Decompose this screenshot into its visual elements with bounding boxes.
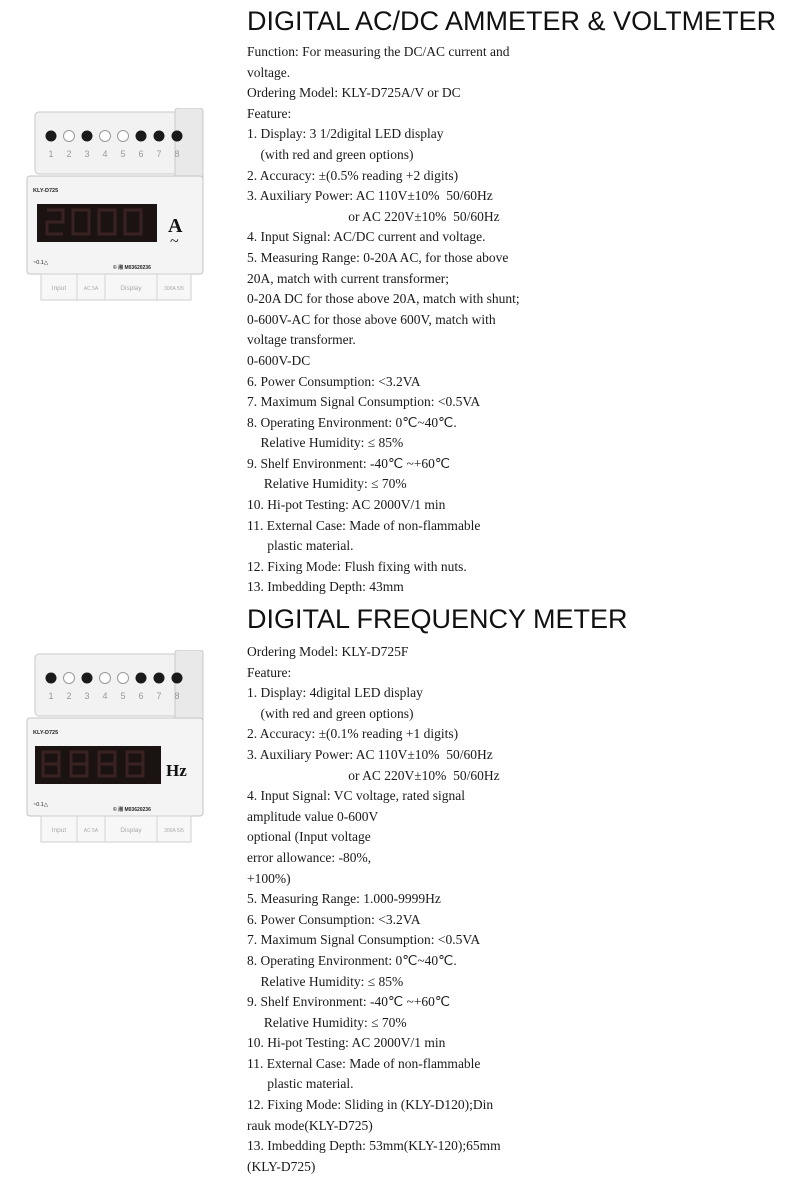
bottom-label: Display [120, 285, 142, 292]
terminal-screw-icon [118, 673, 129, 684]
section-title-frequency: DIGITAL FREQUENCY METER [247, 604, 628, 634]
spec-line: amplitude value 0-600V [247, 808, 379, 824]
terminal-number: 6 [138, 149, 144, 159]
spec-line: 7. Maximum Signal Consumption: <0.5VA [247, 394, 481, 410]
terminal-screw-icon [154, 673, 165, 684]
ac-symbol: ~ [170, 233, 179, 250]
unit-symbol: Hz [166, 761, 187, 780]
spec-line: Ordering Model: KLY-D725F [247, 644, 409, 659]
spec-list-frequency [247, 642, 792, 1177]
terminal-screw-icon [82, 131, 93, 142]
spec-line: Feature: [247, 664, 292, 680]
spec-line: 4. Input Signal: AC/DC current and voltage. [247, 229, 486, 245]
ammeter-device-illustration [25, 108, 210, 303]
terminal-screw-icon [172, 673, 183, 684]
spec-line: voltage. [247, 64, 291, 80]
bottom-label: Display [120, 827, 142, 834]
terminal-number: 8 [174, 691, 180, 701]
spec-line: 5. Measuring Range: 1.000-9999Hz [247, 891, 441, 907]
spec-line: 10. Hi-pot Testing: AC 2000V/1 min [247, 497, 446, 513]
spec-line: Function: For measuring the DC/AC current and [247, 44, 510, 59]
frequency-meter-device-illustration [25, 650, 210, 845]
terminal-number: 7 [156, 691, 162, 701]
spec-line: Relative Humidity: ≤ 85% [247, 435, 404, 451]
terminal-number: 6 [138, 691, 144, 701]
spec-line: 13. Imbedding Depth: 43mm [247, 579, 404, 595]
terminal-screw-icon [154, 131, 165, 142]
spec-line: 10. Hi-pot Testing: AC 2000V/1 min [247, 1035, 446, 1051]
spec-line: 5. Measuring Range: 0-20A AC, for those above [247, 249, 509, 265]
spec-line: plastic material. [247, 538, 354, 554]
spec-line: 6. Power Consumption: <3.2VA [247, 911, 421, 927]
spec-line: 9. Shelf Environment: -40℃ ~+60℃ [247, 994, 451, 1010]
spec-line: 6. Power Consumption: <3.2VA [247, 373, 421, 389]
accuracy-class-mark: ~0.1△ [33, 802, 49, 808]
spec-line: 0-600V-DC [247, 352, 311, 368]
bottom-label: Input [51, 827, 67, 834]
terminal-screw-icon [100, 673, 111, 684]
bottom-label: AC 5A [83, 286, 99, 292]
spec-line: (KLY-D725) [247, 1158, 316, 1174]
terminal-screw-icon [46, 131, 57, 142]
terminal-number: 3 [84, 149, 90, 159]
terminal-number: 5 [120, 149, 126, 159]
spec-line: 8. Operating Environment: 0℃~40℃. [247, 414, 457, 430]
spec-line: error allowance: -80%, [247, 849, 372, 865]
terminal-number: 4 [102, 149, 108, 159]
spec-line: 3. Auxiliary Power: AC 110V±10% 50/60Hz [247, 746, 493, 762]
spec-line: or AC 220V±10% 50/60Hz [247, 767, 500, 783]
terminal-screw-icon [82, 673, 93, 684]
spec-line: 1. Display: 4digital LED display [247, 685, 423, 701]
spec-line: (with red and green options) [247, 705, 414, 721]
terminal-screw-icon [172, 131, 183, 142]
spec-line: 7. Maximum Signal Consumption: <0.5VA [247, 932, 481, 948]
section-title-ammeter: DIGITAL AC/DC AMMETER & VOLTMETER [247, 6, 777, 36]
unit-symbol: A [168, 215, 183, 237]
certification-mark: © 湘 M03620236 [113, 807, 151, 813]
spec-line: (with red and green options) [247, 146, 414, 162]
bottom-label: 300A 5/5 [164, 828, 184, 834]
spec-line: 12. Fixing Mode: Sliding in (KLY-D120);Din [247, 1097, 494, 1113]
spec-line: Relative Humidity: ≤ 70% [247, 1014, 407, 1030]
terminal-number: 1 [48, 691, 54, 701]
spec-line: 12. Fixing Mode: Flush fixing with nuts. [247, 558, 467, 574]
spec-line: 8. Operating Environment: 0℃~40℃. [247, 952, 457, 968]
spec-list-ammeter [247, 42, 792, 598]
spec-line: rauk mode(KLY-D725) [247, 1117, 373, 1133]
bottom-label: Input [51, 285, 67, 292]
terminal-screw-icon [100, 131, 111, 142]
spec-line: Feature: [247, 105, 292, 121]
spec-line: 13. Imbedding Depth: 53mm(KLY-120);65mm [247, 1138, 501, 1154]
spec-line: Relative Humidity: ≤ 70% [247, 476, 407, 492]
spec-line: 11. External Case: Made of non-flammable [247, 1055, 481, 1071]
bottom-label: 300A 5/5 [164, 286, 184, 292]
spec-line: optional (Input voltage [247, 829, 371, 845]
spec-line: +100%) [247, 870, 291, 886]
spec-line: 2. Accuracy: ±(0.5% reading +2 digits) [247, 167, 459, 183]
terminal-number: 8 [174, 149, 180, 159]
spec-line: plastic material. [247, 1076, 354, 1092]
certification-mark: © 湘 M03620236 [113, 265, 151, 271]
spec-line: 11. External Case: Made of non-flammable [247, 517, 481, 533]
spec-line: 3. Auxiliary Power: AC 110V±10% 50/60Hz [247, 188, 493, 204]
terminal-number: 1 [48, 149, 54, 159]
terminal-number: 2 [66, 691, 72, 701]
terminal-screw-icon [64, 673, 75, 684]
spec-line: voltage transformer. [247, 332, 356, 348]
spec-line: 20A, match with current transformer; [247, 270, 450, 286]
spec-line: Relative Humidity: ≤ 85% [247, 973, 404, 989]
terminal-number: 7 [156, 149, 162, 159]
spec-line: Ordering Model: KLY-D725A/V or DC [247, 85, 461, 101]
terminal-screw-icon [136, 131, 147, 142]
terminal-screw-icon [136, 673, 147, 684]
terminal-number: 5 [120, 691, 126, 701]
terminal-screw-icon [64, 131, 75, 142]
spec-line: 0-600V-AC for those above 600V, match with [247, 311, 496, 327]
model-label: KLY-D725 [33, 730, 59, 736]
terminal-number: 3 [84, 691, 90, 701]
spec-line: 1. Display: 3 1/2digital LED display [247, 126, 444, 142]
model-label: KLY-D725 [33, 188, 59, 194]
terminal-screw-icon [46, 673, 57, 684]
accuracy-class-mark: ~0.1△ [33, 260, 49, 266]
spec-line: 2. Accuracy: ±(0.1% reading +1 digits) [247, 726, 459, 742]
spec-line: 9. Shelf Environment: -40℃ ~+60℃ [247, 455, 451, 471]
spec-line: 0-20A DC for those above 20A, match with shunt; [247, 291, 520, 307]
terminal-number: 2 [66, 149, 72, 159]
spec-line: 4. Input Signal: VC voltage, rated signal [247, 788, 465, 804]
spec-line: or AC 220V±10% 50/60Hz [247, 208, 500, 224]
terminal-number: 4 [102, 691, 108, 701]
terminal-screw-icon [118, 131, 129, 142]
bottom-label: AC 5A [83, 828, 99, 834]
